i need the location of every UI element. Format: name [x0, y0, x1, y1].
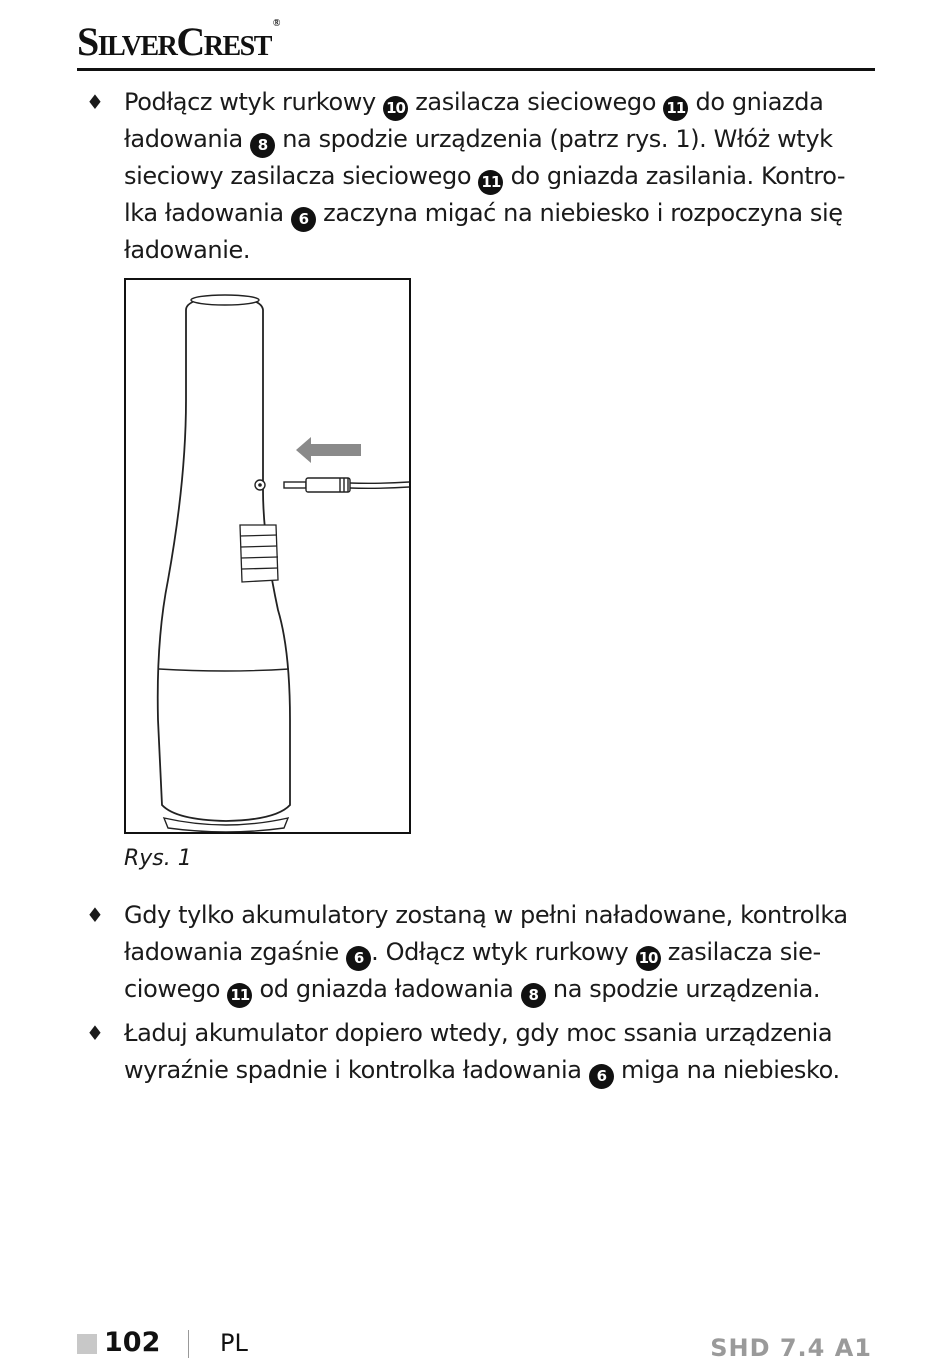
text-line: ładowania 8 na spodzie urządzenia (patrz rys. 1). Włóż wtyk [124, 121, 884, 158]
footer-square-icon [77, 1334, 97, 1354]
text-line: wyraźnie spadnie i kontrolka ładowania 6 miga na niebiesko. [124, 1052, 884, 1089]
text-line: Podłącz wtyk rurkowy 10 zasilacza sieciowego 11 do gniazda [124, 84, 884, 121]
device-illustration [126, 280, 409, 832]
part-number-badge: 10 [383, 96, 408, 121]
brand-logo: SilverCrest ® [77, 18, 281, 64]
figure-1 [124, 278, 411, 834]
bullet-text [124, 897, 884, 1008]
bullet-text [124, 84, 884, 269]
part-number-badge: 11 [227, 983, 252, 1008]
footer-divider [188, 1330, 189, 1358]
barrel-plug-icon [284, 478, 409, 492]
part-number-badge: 11 [478, 170, 503, 195]
text-line: Ładuj akumulator dopiero wtedy, gdy moc ssania urządzenia [124, 1019, 833, 1047]
text-line: ciowego 11 od gniazda ładowania 8 na spodzie urządzenia. [124, 971, 884, 1008]
header-rule [77, 68, 875, 71]
part-number-badge: 6 [291, 207, 316, 232]
bullet-diamond-icon: ♦ [86, 90, 104, 114]
part-number-badge: 8 [521, 983, 546, 1008]
text-line: lka ładowania 6 zaczyna migać na niebiesko i rozpoczyna się [124, 195, 884, 232]
text-line: Gdy tylko akumulatory zostaną w pełni naładowane, kontrolka [124, 901, 848, 929]
bullet-text [124, 1015, 884, 1089]
part-number-badge: 10 [636, 946, 661, 971]
bullet-diamond-icon: ♦ [86, 1021, 104, 1045]
text-line: ładowanie. [124, 236, 251, 264]
insert-arrow-icon [296, 437, 361, 463]
model-number: SHD 7.4 A1 [710, 1334, 872, 1362]
part-number-badge: 11 [663, 96, 688, 121]
language-code: PL [220, 1329, 248, 1357]
part-number-badge: 6 [346, 946, 371, 971]
page-number: 102 [104, 1327, 161, 1358]
text-line: sieciowy zasilacza sieciowego 11 do gniazda zasilania. Kontro- [124, 158, 884, 195]
text-line: ładowania zgaśnie 6 . Odłącz wtyk rurkowy 10 zasilacza sie- [124, 934, 884, 971]
part-number-badge: 8 [250, 133, 275, 158]
part-number-badge: 6 [589, 1064, 614, 1089]
figure-caption: Rys. 1 [124, 846, 192, 871]
bullet-diamond-icon: ♦ [86, 903, 104, 927]
